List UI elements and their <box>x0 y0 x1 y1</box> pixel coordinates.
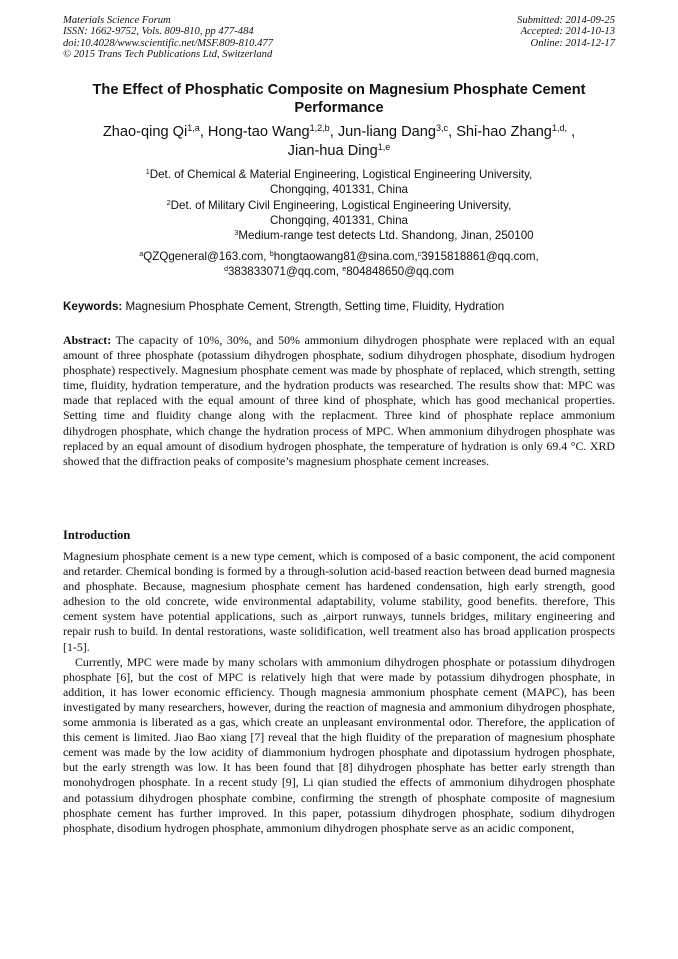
email-address: 804848650@qq.com <box>346 264 455 278</box>
email-address: 3915818861@qq.com <box>421 250 536 263</box>
author-name: Zhao-qing Qi <box>102 124 188 140</box>
email-separator: , <box>263 250 270 263</box>
submission-dates <box>517 15 615 49</box>
doi-line: doi:10.4028/www.scientific.net/MSF.809-810.477 <box>63 37 273 49</box>
issn-line: ISSN: 1662-9752, Vols. 809-810, pp 477-484 <box>63 26 254 38</box>
affiliation-line: Chongqing, 401331, China <box>270 183 408 197</box>
email-address: QZQgeneral@163.com <box>143 250 264 263</box>
affiliation-3 <box>63 228 615 243</box>
email-separator: , <box>414 250 418 263</box>
affiliations <box>63 167 615 243</box>
email-superscript: d <box>223 263 228 273</box>
email-superscript: e <box>342 263 347 273</box>
author-name: Jun-liang Dang <box>337 124 436 140</box>
author-superscript: 1,a <box>187 123 200 134</box>
author-separator: , <box>448 124 457 140</box>
abstract-label: Abstract: <box>63 333 112 347</box>
author-superscript: 3,c <box>436 123 449 134</box>
publication-info <box>63 15 273 61</box>
email-separator: , <box>335 264 343 278</box>
introduction-heading: Introduction <box>63 528 131 542</box>
author-separator: , <box>199 124 208 140</box>
author-name: Jian-hua Ding <box>287 143 378 159</box>
email-superscript: a <box>139 249 144 259</box>
affiliation-number: 2 <box>166 197 171 207</box>
author-name: Hong-tao Wang <box>207 124 310 140</box>
affiliation-line: Det. of Chemical & Material Engineering, Logistical Engineering University, <box>149 168 533 181</box>
author-list <box>63 123 615 161</box>
affiliation-line: Medium-range test detects Ltd. Shandong, Jinan, 250100 <box>238 229 534 243</box>
submitted-date: Submitted: 2014-09-25 <box>517 15 615 26</box>
affiliation-line: Det. of Military Civil Engineering, Logistical Engineering University, <box>170 198 512 212</box>
email-address: 383833071@qq.com <box>227 264 336 278</box>
affiliation-number: 3 <box>234 228 239 238</box>
keywords-section <box>63 299 615 314</box>
paper-title: The Effect of Phosphatic Composite on Magnesium Phosphate Cement Performance <box>92 82 586 116</box>
email-line <box>63 265 615 280</box>
affiliation-2 <box>63 198 615 213</box>
body-paragraph: Currently, MPC were made by many scholars with ammonium dihydrogen phosphate or potassium dihydrogen phosphate [6], but the cost of MPC is relatively high that were made by potassium dihydrogen phosphate, in addition, it has lower economic efficiency. Though magnesia ammonium phosphate cement (MAPC), has been investigated by many researchers, however, during the reaction of magnesia and ammonium dihydrogen phosphate, some ammonia is liberated as a gas, which create an unpleasant environmental odor. Therefore, the application of this cement is limited. Jiao Bao xiang [7] reveal that the high fluidity of the preparation of magnesium phosphate cement was made by the low acidity of diammonium hydrogen phosphate and dipotassium hydrogen phosphate, but the early strength was low. It has been found that [8] dihydrogen phosphate has better early strength than monohydrogen phosphate. In a recent study [9], Li qian studied the effects of ammonium dihydrogen phosphate and potassium dihydrogen phosphate combine, confirming the strength of phosphate composite of magnesium phosphate cement has further improved. In this paper, potassium dihydrogen phosphate, sodium dihydrogen phosphate, disodium hydrogen phosphate, ammonium dihydrogen phosphate serve as an acidic component, <box>63 654 615 835</box>
email-superscript: b <box>269 249 274 259</box>
email-list <box>63 250 615 279</box>
online-date: Online: 2014-12-17 <box>530 37 615 49</box>
author-superscript: 1,d, <box>551 123 568 134</box>
copyright-line: © 2015 Trans Tech Publications Ltd, Switzerland <box>63 49 273 61</box>
author-separator: , <box>567 124 576 140</box>
email-address: hongtaowang81@sina.com <box>273 250 415 263</box>
introduction-body <box>63 549 615 836</box>
email-superscript: c <box>417 249 422 259</box>
body-paragraph: Magnesium phosphate cement is a new type cement, which is composed of a basic component, the acid component and retarder. Chemical bonding is formed by a through-solution acid-based reaction between dead burned magnesia and phosphate. Because, magnesium phosphate cement has hardened condensation, high early strength, good adhesion to the old concrete, wide environmental adaptability, volume stability, good benefits. therefore, This cement system have potential applications, such as ,airport runways, tunnels bridges, military engineering and repair rush to build. In dental restorations, waste solidification, well treatment also has broad application prospects [1-5]. <box>63 549 615 654</box>
email-line <box>63 250 615 265</box>
author-separator: , <box>329 124 338 140</box>
abstract-section <box>63 333 615 469</box>
affiliation-1 <box>63 167 615 182</box>
keywords-text: Magnesium Phosphate Cement, Strength, Setting time, Fluidity, Hydration <box>125 300 505 313</box>
abstract-text: The capacity of 10%, 30%, and 50% ammonium dihydrogen phosphate were replaced with an equal amount of three phosphate (potassium dihydrogen phosphate, sodium dihydrogen phosphate, disodium hydrogen phosphate) respectively. Magnesium phosphate cement was made by phosphate of replaced, which strength, setting time, fluidity, hydration temperature, and the hydration products was researched. The results show that: MPC was made that replaced with the equal amount of three kind of phosphate, which has good mechanical properties. Setting time and fluidity change along with the replacment. Three kind of phosphate replace ammonium dihydrogen phosphate, which change the hydration process of MPC. When ammonium dihydrogen phosphate was replaced by an equal amount of disodium hydrogen phosphate, the temperature of hydration is only 69.4 °C. XRD showed that the diffraction peaks of composite’s magnesium phosphate cement increases. <box>63 333 615 468</box>
accepted-date: Accepted: 2014-10-13 <box>520 26 615 38</box>
author-name: Shi-hao Zhang <box>456 124 552 140</box>
affiliation-line: Chongqing, 401331, China <box>270 213 408 227</box>
keywords-label: Keywords: <box>63 300 123 313</box>
journal-name: Materials Science Forum <box>63 15 171 26</box>
email-separator: , <box>535 250 539 263</box>
author-superscript: 1,e <box>377 142 391 153</box>
affiliation-number: 1 <box>145 167 150 177</box>
author-superscript: 1,2,b <box>309 123 330 134</box>
